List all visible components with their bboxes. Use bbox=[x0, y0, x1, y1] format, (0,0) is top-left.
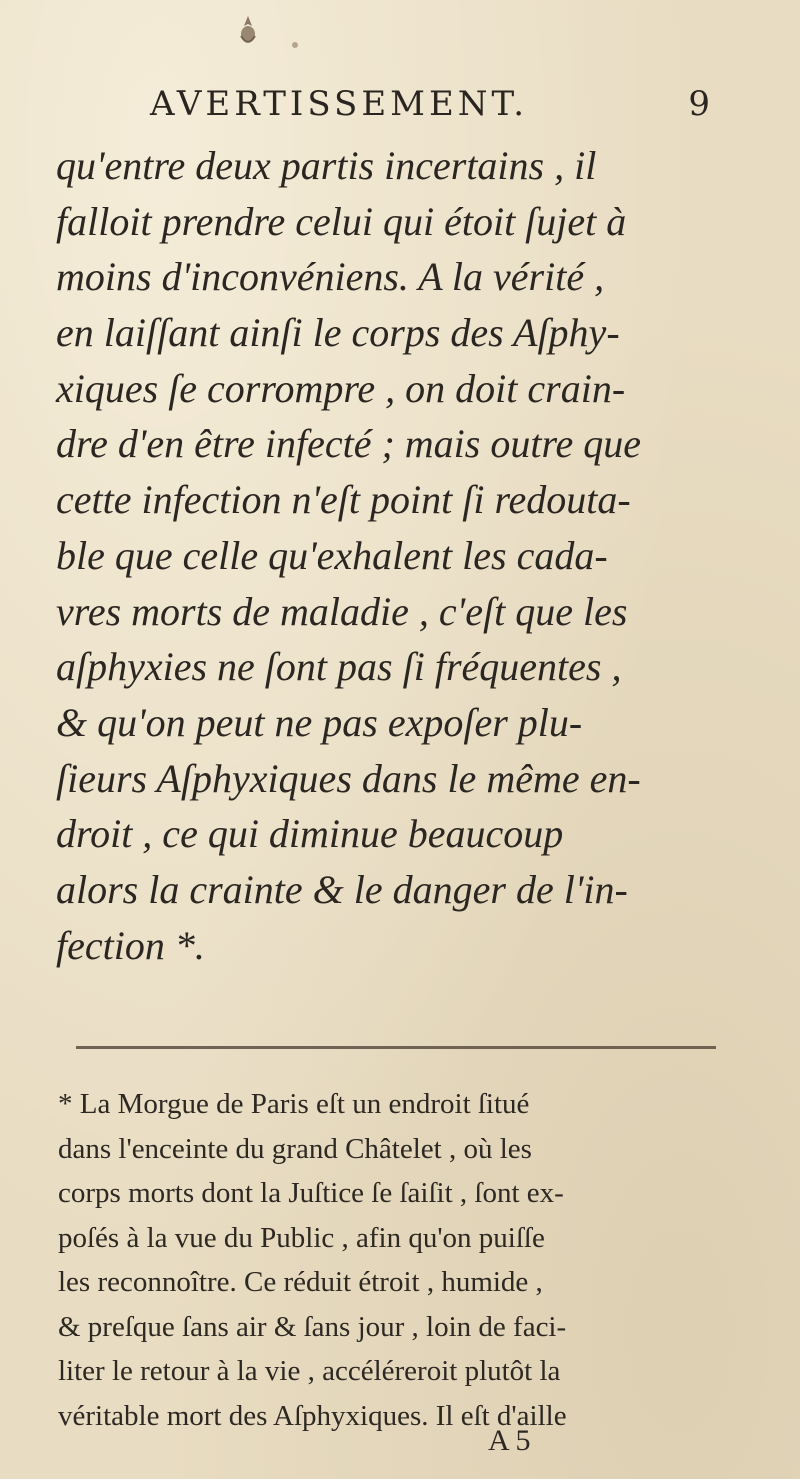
text-line: moins d'inconvéniens. A la vérité , bbox=[56, 254, 605, 300]
ink-spot-icon bbox=[290, 40, 300, 50]
text-line: xiques ſe corrompre , on doit crain- bbox=[56, 365, 626, 411]
page-header bbox=[150, 84, 710, 128]
footnote-line: véritable mort des Aſphyxiques. Il eſt d'aille bbox=[58, 1399, 567, 1432]
text-line: en laiſſant ainſi le corps des Aſphy- bbox=[56, 310, 620, 356]
text-line: falloit prendre celui qui étoit ſujet à bbox=[56, 198, 627, 244]
footnote-line: dans l'enceinte du grand Châtelet , où les bbox=[58, 1132, 532, 1165]
text-line: vres morts de maladie , c'eſt que les bbox=[56, 588, 628, 634]
text-line: ble que celle qu'exhalent les cada- bbox=[56, 532, 608, 578]
printer-ornament-icon bbox=[228, 12, 268, 52]
footnote-block bbox=[58, 1082, 718, 1438]
footnote-line: les reconnoître. Ce réduit étroit , humide , bbox=[58, 1266, 543, 1298]
footnote-line: liter le retour à la vie , accéléreroit plutôt la bbox=[58, 1355, 561, 1387]
footnote-line: poſés à la vue du Public , afin qu'on puiſſe bbox=[58, 1221, 545, 1254]
footnote-line: corps morts dont la Juſtice ſe ſaiſit , ſont ex- bbox=[58, 1177, 564, 1209]
signature-mark: A 5 bbox=[488, 1424, 531, 1457]
footnote-divider bbox=[76, 1046, 716, 1049]
text-line: cette infection n'eſt point ſi redouta- bbox=[56, 477, 631, 523]
text-line: qu'entre deux partis incertains , il bbox=[56, 143, 597, 188]
footnote-line: & preſque ſans air & ſans jour , loin de faci- bbox=[58, 1310, 567, 1343]
text-line: dre d'en être infecté ; mais outre que bbox=[56, 421, 642, 467]
text-line: droit , ce qui diminue beaucoup bbox=[56, 811, 564, 857]
page-number: 9 bbox=[688, 84, 710, 124]
footnote-line: * La Morgue de Paris eſt un endroit ſitué bbox=[58, 1088, 530, 1120]
text-line: alors la crainte & le danger de l'in- bbox=[56, 866, 628, 912]
text-line: aſphyxies ne ſont pas ſi fréquentes , bbox=[56, 644, 622, 690]
main-text-block bbox=[56, 138, 716, 973]
text-line: ſieurs Aſphyxiques dans le même en- bbox=[56, 755, 641, 801]
running-title: AVERTISSEMENT. bbox=[150, 84, 529, 124]
text-line: & qu'on peut ne pas expoſer plu- bbox=[56, 699, 583, 745]
text-line: fection *. bbox=[56, 922, 205, 968]
